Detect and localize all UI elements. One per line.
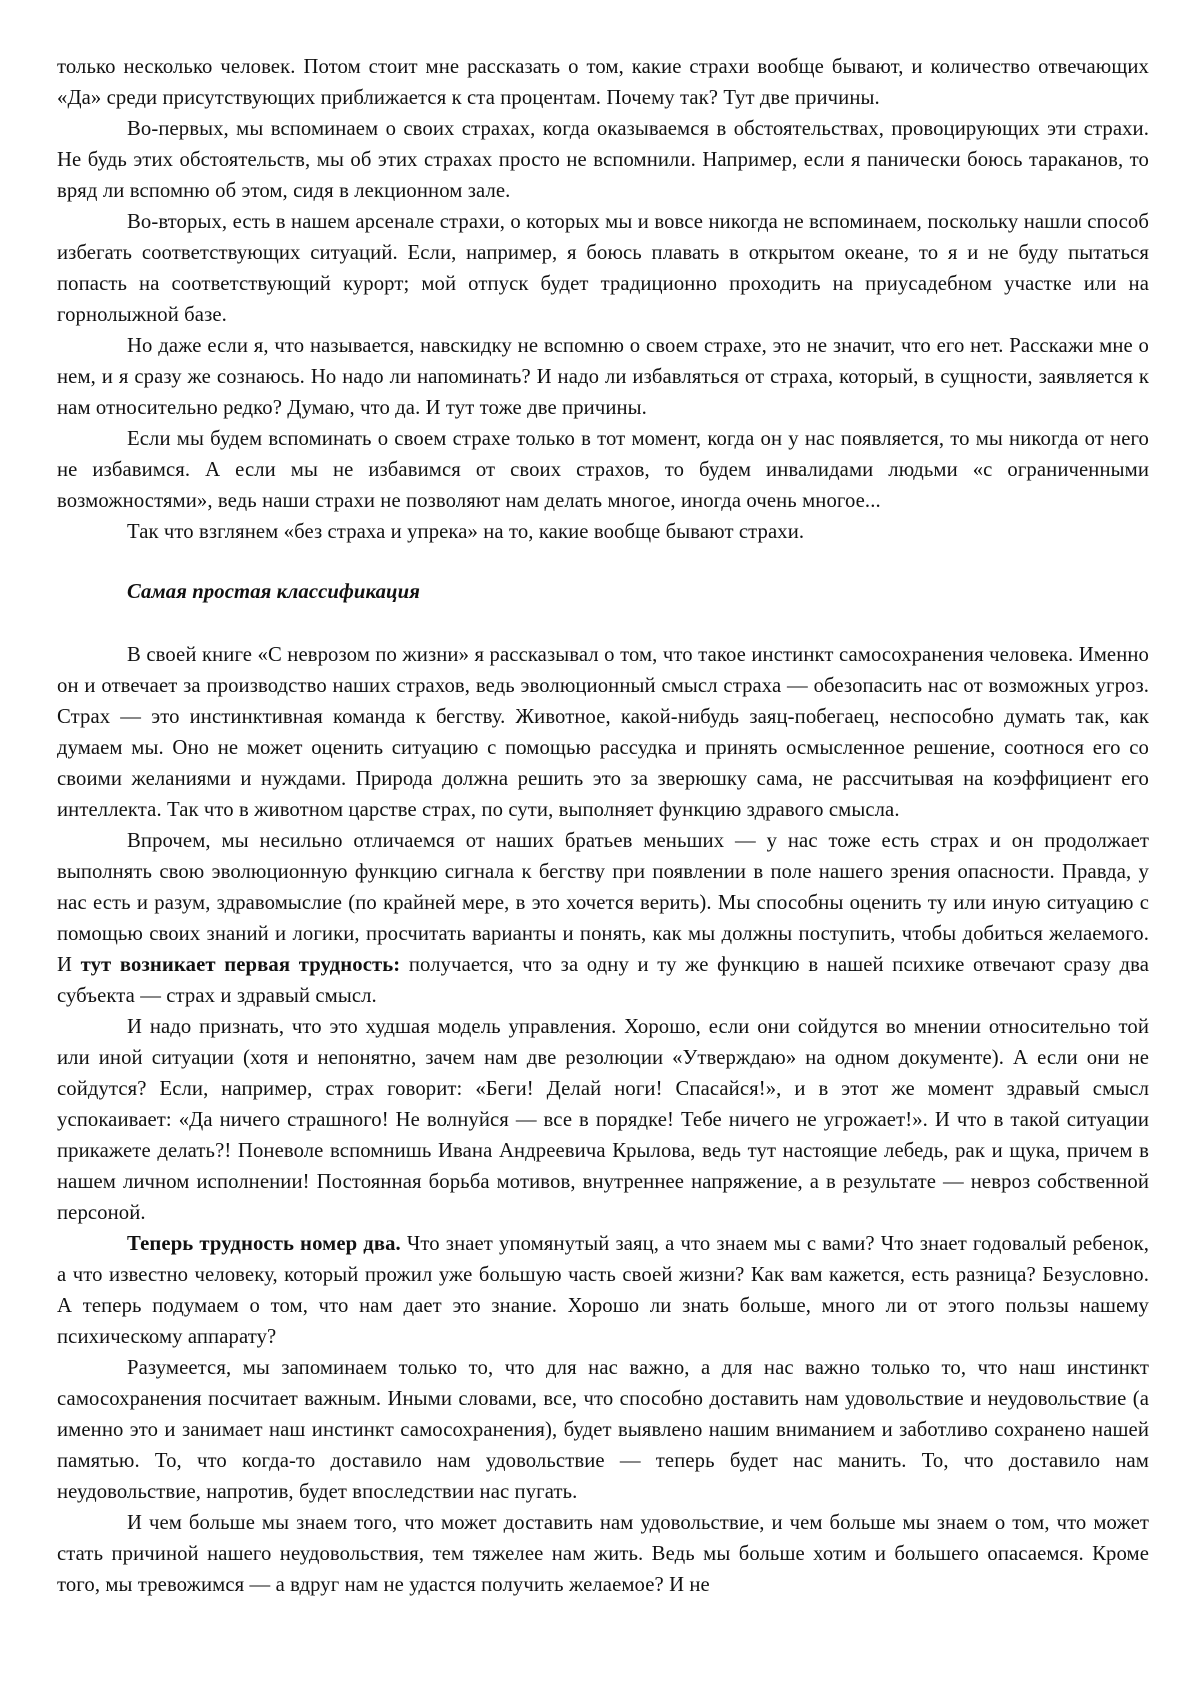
paragraph-text: Впрочем, мы несильно отличаемся от наших братьев меньших — у нас тоже есть страх и он продолжает выполнять свою эволюционную функцию сигнала к бегству при появлении в поле нашего зрения опасности. Правда, у нас есть и разум, здравомыслие (по крайней мере, в это хочется верить). Мы способны оценить ту или иную ситуацию с помощью своих знаний и логики, просчитать варианты и понять, как мы должны поступить, чтобы добиться желаемого. И — [57, 830, 1149, 976]
paragraph: Но даже если я, что называется, навскидку не вспомню о своем страхе, это не значит, что его нет. Расскажи мне о нем, и я сразу же сознаюсь. Но надо ли напоминать? И надо ли избавляться от страха, который, в сущности, заявляется к нам относительно редко? Думаю, что да. И тут тоже две причины. — [57, 335, 1149, 419]
paragraph: только несколько человек. Потом стоит мне рассказать о том, какие страхи вообще бывают, и количество отвечающих «Да» среди присутствующих приближается к ста процентам. Почему так? Тут две причины. — [57, 56, 1149, 109]
section-heading: Самая простая классификация — [127, 581, 420, 603]
paragraph: Разумеется, мы запоминаем только то, что для нас важно, а для нас важно только то, что наш инстинкт самосохранения посчитает важным. Иными словами, все, что способно доставить нам удовольствие и неудовольствие (а именно это и занимает наш инстинкт самосохранения), будет выявлено нашим вниманием и заботливо сохранено нашей памятью. То, что когда-то доставило нам удовольствие — теперь будет нас манить. То, что доставило нам неудовольствие, напротив, будет впоследствии нас пугать. — [57, 1357, 1149, 1503]
paragraph: Во-вторых, есть в нашем арсенале страхи, о которых мы и вовсе никогда не вспоминаем, поскольку нашли способ избегать соответствующих ситуаций. Если, например, я боюсь плавать в открытом океане, то я и не буду пытаться попасть на соответствующий курорт; мой отпуск будет традиционно проходить на приусадебном участке или на горнолыжной базе. — [57, 211, 1149, 326]
paragraph-text: получается, что за одну и ту же функцию в нашей психике отвечают сразу два субъекта — страх и здравый смысл. — [57, 954, 1149, 1007]
document-page — [57, 52, 1149, 1601]
paragraph: Во-первых, мы вспоминаем о своих страхах, когда оказываемся в обстоятельствах, провоцирующих эти страхи. Не будь этих обстоятельств, мы об этих страхах просто не вспомнили. Например, если я панически боюсь тараканов, то вряд ли вспомню об этом, сидя в лекционном зале. — [57, 118, 1149, 202]
paragraph-text: Что знает упомянутый заяц, а что знаем мы с вами? Что знает годовалый ребенок, а что известно человеку, который прожил уже большую часть своей жизни? Как вам кажется, есть разница? Безусловно. А теперь подумаем о том, что нам дает это знание. Хорошо ли знать больше, много ли от этого пользы нашему психическому аппарату? — [57, 1233, 1149, 1348]
paragraph: В своей книге «С неврозом по жизни» я рассказывал о том, что такое инстинкт самосохранения человека. Именно он и отвечает за производство наших страхов, ведь эволюционный смысл страха — обезопасить нас от возможных угроз. Страх — это инстинктивная команда к бегству. Животное, какой-нибудь заяц-побегаец, неспособно думать так, как думаем мы. Оно не может оценить ситуацию с помощью рассудка и принять осмысленное решение, соотнося его со своими желаниями и нуждами. Природа должна решить это за зверюшку сама, не рассчитывая на коэффициент его интеллекта. Так что в животном царстве страх, по сути, выполняет функцию здравого смысла. — [57, 644, 1149, 821]
paragraph: И надо признать, что это худшая модель управления. Хорошо, если они сойдутся во мнении относительно той или иной ситуации (хотя и непонятно, зачем нам две резолюции «Утверждаю» на одном документе). А если они не сойдутся? Если, например, страх говорит: «Беги! Делай ноги! Спасайся!», и в этот же момент здравый смысл успокаивает: «Да ничего страшного! Не волнуйся — все в порядке! Тебе ничего не угрожает!». И что в такой ситуации прикажете делать?! Поневоле вспомнишь Ивана Андреевича Крылова, ведь тут настоящие лебедь, рак и щука, причем в нашем личном исполнении! Постоянная борьба мотивов, внутреннее напряжение, а в результате — невроз собственной персоной. — [57, 1016, 1149, 1224]
paragraph: Так что взглянем «без страха и упрека» на то, какие вообще бывают страхи. — [127, 521, 805, 543]
paragraph: Если мы будем вспоминать о своем страхе только в тот момент, когда он у нас появляется, то мы никогда от него не избавимся. А если мы не избавимся от своих страхов, то будем инвалидами людьми «с ограниченными возможностями», ведь наши страхи не позволяют нам делать многое, иногда очень многое... — [57, 428, 1149, 512]
emphasis-text: Теперь трудность номер два. — [127, 1233, 401, 1255]
paragraph: И чем больше мы знаем того, что может доставить нам удовольствие, и чем больше мы знаем о том, что может стать причиной нашего неудовольствия, тем тяжелее нам жить. Ведь мы больше хотим и большего опасаемся. Кроме того, мы тревожимся — а вдруг нам не удастся получить желаемое? И не — [57, 1512, 1149, 1596]
paragraph — [57, 826, 1149, 1012]
paragraph — [57, 1229, 1149, 1353]
emphasis-text: тут возникает первая трудность: — [80, 954, 401, 976]
